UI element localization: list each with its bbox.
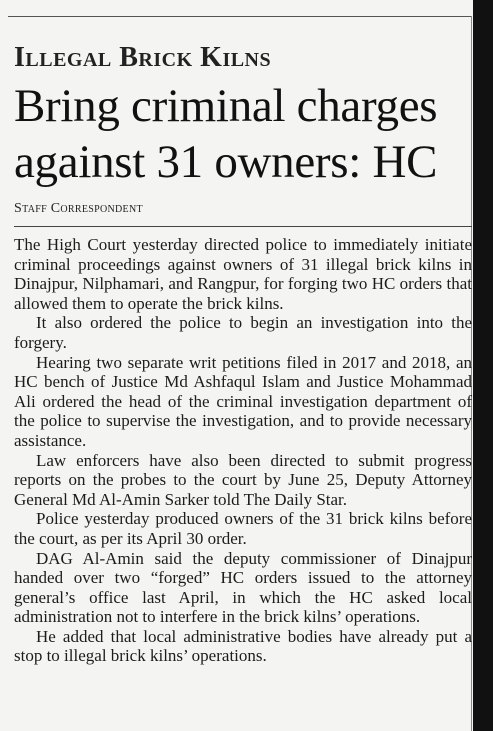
- paragraph-6: DAG Al-Amin said the deputy commissioner of Dinajpur handed over two “forged” HC orders issued to the attorney general’s office last April, in which the HC asked local administration not to interfere in the brick kilns’ operations.: [14, 548, 472, 627]
- paragraph-7: He added that local administrative bodies have already put a stop to illegal brick kilns’ operations.: [14, 626, 472, 666]
- news-article: [14, 40, 472, 666]
- article-kicker: Illegal Brick Kilns: [14, 42, 272, 73]
- paragraph-5: Police yesterday produced owners of the 31 brick kilns before the court, as per its April 30 order.: [14, 509, 472, 548]
- article-body: [14, 235, 472, 666]
- article-byline: Staff Correspondent: [14, 201, 143, 216]
- paragraph-1: The High Court yesterday directed police to immediately initiate criminal proceedings against owners of 31 illegal brick kilns in Dinajpur, Nilphamari, and Rangpur, for forging two HC orders that allowed them to operate the brick kilns.: [14, 235, 472, 313]
- paragraph-2: It also ordered the police to begin an investigation into the forgery.: [14, 313, 472, 352]
- byline-divider: [14, 226, 472, 227]
- paragraph-3: Hearing two separate writ petitions filed in 2017 and 2018, an HC bench of Justice Md Ashfaqul Islam and Justice Mohammad Ali ordered the head of the criminal investigation department of the police to supervise the investigation, and to provide necessary assistance.: [14, 352, 472, 450]
- page-edge: [473, 0, 493, 731]
- article-headline: Bring criminal charges against 31 owners: HC: [14, 80, 438, 188]
- paragraph-4: Law enforcers have also been directed to submit progress reports on the probes to the court by June 25, Deputy Attorney General Md Al-Amin Sarker told The Daily Star.: [14, 450, 472, 509]
- top-rule: [8, 16, 471, 17]
